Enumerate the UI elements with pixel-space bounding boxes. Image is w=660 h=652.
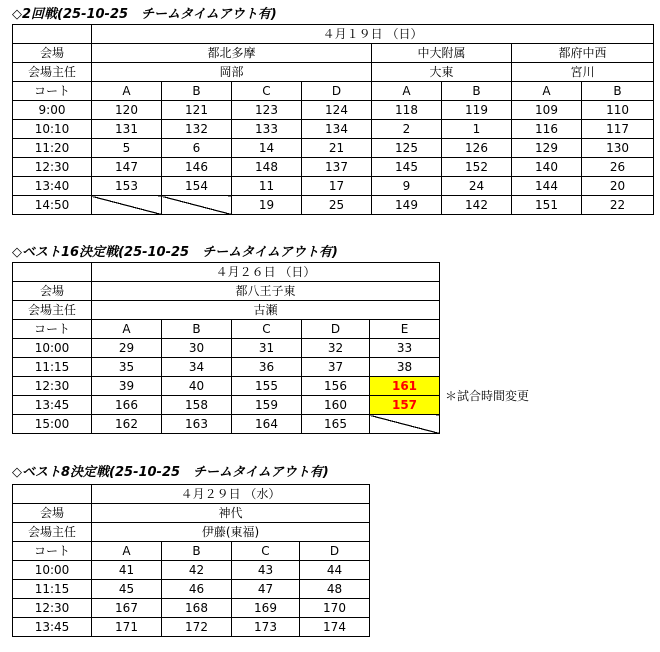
match-number-cell: 22 [582, 196, 654, 215]
court-label: コート [13, 82, 92, 101]
match-number-cell: 140 [512, 158, 582, 177]
time-cell: 13:45 [13, 396, 92, 415]
match-number-cell: 120 [92, 101, 162, 120]
time-cell: 11:20 [13, 139, 92, 158]
chief-row [13, 523, 370, 542]
date-row [13, 263, 440, 282]
match-number-cell: 24 [442, 177, 512, 196]
match-number-cell: 125 [372, 139, 442, 158]
match-number-cell: 160 [302, 396, 370, 415]
date-row [13, 25, 654, 44]
chief-name: 大東 [372, 63, 512, 82]
match-number-cell: 47 [232, 580, 300, 599]
match-number-cell: 158 [162, 396, 232, 415]
match-number-cell: 20 [582, 177, 654, 196]
match-number-cell: 116 [512, 120, 582, 139]
court-header: B [162, 82, 232, 101]
time-cell: 11:15 [13, 580, 92, 599]
changed-match-cell: 157 [370, 396, 440, 415]
court-label: コート [13, 542, 92, 561]
match-number-cell: 169 [232, 599, 300, 618]
time-cell: 12:30 [13, 158, 92, 177]
time-cell: 13:40 [13, 177, 92, 196]
venue-name: 神代 [92, 504, 370, 523]
chief-row [13, 301, 440, 320]
match-number-cell: 118 [372, 101, 442, 120]
match-number-cell: 132 [162, 120, 232, 139]
best8-schedule-table [12, 484, 370, 637]
empty-slot-cell [370, 415, 440, 434]
match-number-cell: 6 [162, 139, 232, 158]
match-number-cell: 159 [232, 396, 302, 415]
match-number-cell: 117 [582, 120, 654, 139]
schedule-row [13, 377, 440, 396]
empty-slot-cell [92, 196, 162, 215]
match-number-cell: 45 [92, 580, 162, 599]
match-number-cell: 1 [442, 120, 512, 139]
match-number-cell: 14 [232, 139, 302, 158]
match-number-cell: 148 [232, 158, 302, 177]
match-number-cell: 17 [302, 177, 372, 196]
match-number-cell: 5 [92, 139, 162, 158]
blank-cell [13, 485, 92, 504]
chief-label: 会場主任 [13, 63, 92, 82]
chief-name: 宮川 [512, 63, 654, 82]
venue-row [13, 282, 440, 301]
match-number-cell: 126 [442, 139, 512, 158]
time-cell: 10:00 [13, 339, 92, 358]
match-number-cell: 40 [162, 377, 232, 396]
schedule-row [13, 158, 654, 177]
match-number-cell: 32 [302, 339, 370, 358]
match-number-cell: 149 [372, 196, 442, 215]
match-number-cell: 151 [512, 196, 582, 215]
empty-slot-cell [162, 196, 232, 215]
match-number-cell: 26 [582, 158, 654, 177]
section-title-round2: ◇2回戦(25-10-25 チームタイムアウト有) [12, 7, 277, 22]
match-number-cell: 137 [302, 158, 372, 177]
court-header: B [162, 542, 232, 561]
court-row [13, 82, 654, 101]
match-number-cell: 172 [162, 618, 232, 637]
match-number-cell: 123 [232, 101, 302, 120]
match-number-cell: 39 [92, 377, 162, 396]
schedule-row [13, 139, 654, 158]
match-number-cell: 46 [162, 580, 232, 599]
match-number-cell: 162 [92, 415, 162, 434]
schedule-row [13, 101, 654, 120]
match-number-cell: 164 [232, 415, 302, 434]
date-row [13, 485, 370, 504]
match-number-cell: 171 [92, 618, 162, 637]
time-cell: 12:30 [13, 599, 92, 618]
schedule-row [13, 415, 440, 434]
chief-row [13, 63, 654, 82]
chief-name: 伊藤(東福) [92, 523, 370, 542]
match-number-cell: 34 [162, 358, 232, 377]
round2-schedule-table [12, 24, 654, 215]
match-number-cell: 173 [232, 618, 300, 637]
match-number-cell: 48 [300, 580, 370, 599]
schedule-row [13, 358, 440, 377]
time-cell: 11:15 [13, 358, 92, 377]
match-number-cell: 41 [92, 561, 162, 580]
schedule-row [13, 618, 370, 637]
match-number-cell: 167 [92, 599, 162, 618]
court-row [13, 542, 370, 561]
blank-cell [13, 25, 92, 44]
court-header: D [302, 82, 372, 101]
chief-label: 会場主任 [13, 523, 92, 542]
match-number-cell: 147 [92, 158, 162, 177]
match-number-cell: 9 [372, 177, 442, 196]
court-header: B [582, 82, 654, 101]
venue-row [13, 44, 654, 63]
schedule-row [13, 196, 654, 215]
chief-name: 岡部 [92, 63, 372, 82]
match-number-cell: 153 [92, 177, 162, 196]
court-header: B [162, 320, 232, 339]
match-number-cell: 11 [232, 177, 302, 196]
match-number-cell: 129 [512, 139, 582, 158]
schedule-row [13, 177, 654, 196]
match-number-cell: 130 [582, 139, 654, 158]
venue-label: 会場 [13, 282, 92, 301]
time-cell: 12:30 [13, 377, 92, 396]
match-number-cell: 142 [442, 196, 512, 215]
match-number-cell: 165 [302, 415, 370, 434]
schedule-change-note: ＊試合時間変更 [445, 389, 530, 403]
court-header: A [372, 82, 442, 101]
court-header: E [370, 320, 440, 339]
match-number-cell: 109 [512, 101, 582, 120]
schedule-row [13, 561, 370, 580]
match-number-cell: 163 [162, 415, 232, 434]
match-number-cell: 31 [232, 339, 302, 358]
court-header: A [512, 82, 582, 101]
match-number-cell: 166 [92, 396, 162, 415]
schedule-row [13, 120, 654, 139]
court-header: C [232, 542, 300, 561]
match-number-cell: 2 [372, 120, 442, 139]
schedule-row [13, 339, 440, 358]
chief-name: 古瀬 [92, 301, 440, 320]
match-number-cell: 25 [302, 196, 372, 215]
match-number-cell: 146 [162, 158, 232, 177]
match-number-cell: 144 [512, 177, 582, 196]
schedule-row [13, 396, 440, 415]
match-number-cell: 110 [582, 101, 654, 120]
match-number-cell: 155 [232, 377, 302, 396]
court-header: A [92, 82, 162, 101]
match-number-cell: 119 [442, 101, 512, 120]
match-number-cell: 152 [442, 158, 512, 177]
date-cell: ４月２９日 （水） [92, 485, 370, 504]
court-header: C [232, 82, 302, 101]
match-number-cell: 19 [232, 196, 302, 215]
match-number-cell: 21 [302, 139, 372, 158]
match-number-cell: 168 [162, 599, 232, 618]
match-number-cell: 131 [92, 120, 162, 139]
time-cell: 9:00 [13, 101, 92, 120]
court-header: A [92, 542, 162, 561]
time-cell: 15:00 [13, 415, 92, 434]
court-row [13, 320, 440, 339]
venue-name: 都北多摩 [92, 44, 372, 63]
match-number-cell: 37 [302, 358, 370, 377]
time-cell: 14:50 [13, 196, 92, 215]
blank-cell [13, 263, 92, 282]
schedule-row [13, 599, 370, 618]
match-number-cell: 145 [372, 158, 442, 177]
best16-schedule-table [12, 262, 440, 434]
date-cell: ４月２６日 （日） [92, 263, 440, 282]
venue-name: 中大附属 [372, 44, 512, 63]
match-number-cell: 38 [370, 358, 440, 377]
match-number-cell: 30 [162, 339, 232, 358]
match-number-cell: 43 [232, 561, 300, 580]
match-number-cell: 35 [92, 358, 162, 377]
match-number-cell: 42 [162, 561, 232, 580]
match-number-cell: 133 [232, 120, 302, 139]
section-title-best16: ◇ベスト16決定戦(25-10-25 チームタイムアウト有) [12, 245, 338, 260]
match-number-cell: 33 [370, 339, 440, 358]
time-cell: 13:45 [13, 618, 92, 637]
court-header: C [232, 320, 302, 339]
time-cell: 10:00 [13, 561, 92, 580]
venue-row [13, 504, 370, 523]
court-header: A [92, 320, 162, 339]
match-number-cell: 134 [302, 120, 372, 139]
match-number-cell: 124 [302, 101, 372, 120]
match-number-cell: 170 [300, 599, 370, 618]
court-header: D [300, 542, 370, 561]
court-label: コート [13, 320, 92, 339]
match-number-cell: 121 [162, 101, 232, 120]
court-header: B [442, 82, 512, 101]
venue-label: 会場 [13, 504, 92, 523]
venue-name: 都府中西 [512, 44, 654, 63]
schedule-row [13, 580, 370, 599]
chief-label: 会場主任 [13, 301, 92, 320]
time-cell: 10:10 [13, 120, 92, 139]
match-number-cell: 174 [300, 618, 370, 637]
changed-match-cell: 161 [370, 377, 440, 396]
match-number-cell: 29 [92, 339, 162, 358]
venue-label: 会場 [13, 44, 92, 63]
venue-name: 都八王子東 [92, 282, 440, 301]
match-number-cell: 154 [162, 177, 232, 196]
match-number-cell: 156 [302, 377, 370, 396]
court-header: D [302, 320, 370, 339]
section-title-best8: ◇ベスト8決定戦(25-10-25 チームタイムアウト有) [12, 465, 329, 480]
date-cell: ４月１９日 （日） [92, 25, 654, 44]
match-number-cell: 44 [300, 561, 370, 580]
match-number-cell: 36 [232, 358, 302, 377]
